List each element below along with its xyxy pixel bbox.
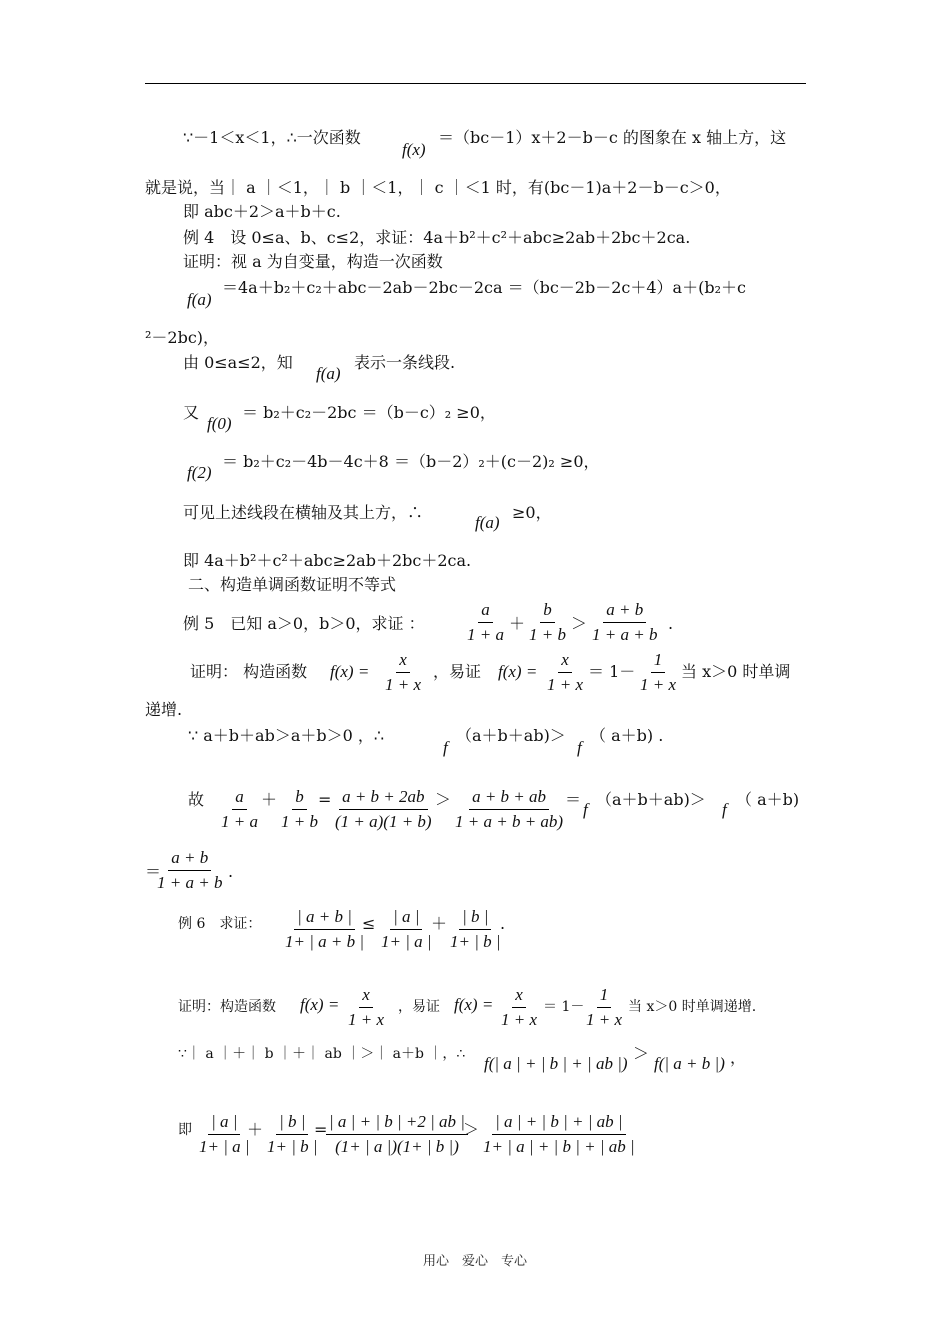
math-f: f	[577, 738, 582, 757]
greater-sign: ＞	[571, 614, 588, 633]
section-heading: 二、构造单调函数证明不等式	[188, 575, 397, 594]
math-f2: f(2)	[187, 463, 212, 482]
fraction: $\frac{| b |}{1+ | b |}$	[450, 907, 501, 951]
math-fa: f(a)	[475, 513, 500, 532]
example-5-heading: 例 5 已知 a＞0，b＞0，求证 ：	[183, 614, 425, 633]
fraction: $\frac{b}{1 + b}$	[529, 600, 566, 644]
text-line: 当 x＞0 时单调递增.	[628, 999, 757, 1015]
greater-sign: ＞	[463, 1120, 480, 1139]
text-line: ∵｜ a ｜＋｜ b ｜＋｜ ab ｜＞｜ a＋b ｜，∴	[178, 1046, 466, 1062]
math-fa: f(a)	[316, 364, 341, 383]
math-f0: f(0)	[207, 414, 232, 433]
equals-sign: =	[314, 1120, 328, 1139]
math-fa: f(a)	[187, 290, 212, 309]
text-line: ，易证	[433, 662, 482, 681]
period: .	[228, 862, 234, 881]
text-line: 故	[188, 790, 205, 809]
text-line: （ a＋b) .	[590, 726, 664, 745]
text-line: ＝ 1－	[543, 999, 585, 1015]
fraction: $\frac{x}{1 + x}$	[348, 985, 385, 1029]
page-footer: 用心 爱心 专心	[422, 1254, 527, 1269]
fraction: $\frac{a}{1 + a}$	[221, 787, 258, 831]
example-4-heading: 例 4 设 0≤a、b、c≤2，求证：4a＋b²＋c²＋abc≥2ab＋2bc＋2ca.	[183, 228, 691, 247]
period: .	[500, 914, 506, 933]
text-line: 证明：视 a 为自变量，构造一次函数	[183, 252, 443, 271]
fraction: $\frac{x}{1 + x}$	[385, 650, 422, 694]
fraction: $\frac{a + b}{1 + a + b}$	[592, 600, 658, 644]
text-line: 表示一条线段.	[354, 353, 456, 372]
fraction: $\frac{a}{1 + a}$	[467, 600, 504, 644]
math-fx: f(x) =	[300, 995, 340, 1014]
plus-sign: ＋	[247, 1120, 264, 1139]
greater-sign: ＞	[633, 1044, 650, 1063]
fraction: $\frac{| a |}{1+ | a |}$	[199, 1112, 250, 1156]
fraction: $\frac{a + b + ab}{1 + a + b + ab)}$	[455, 787, 564, 831]
fraction: $\frac{x}{1 + x}$	[547, 650, 584, 694]
text-line: ＝ 1－	[588, 662, 636, 681]
equals-sign: ＝	[145, 862, 162, 881]
math-expression: f(| a | + | b | + | ab |)	[484, 1054, 628, 1073]
text-line: （a＋b＋ab)＞	[596, 790, 706, 809]
plus-sign: ＋	[431, 914, 448, 933]
text-line: ＝ b₂＋c₂－4b－4c＋8 ＝（b－2）₂＋(c－2)₂ ≥0，	[222, 452, 600, 471]
plus-sign: ＋	[509, 614, 526, 633]
fraction: $\frac{x}{1 + x}$	[501, 985, 538, 1029]
header-rule	[145, 83, 806, 84]
text-line: ＝ b₂＋c₂－2bc ＝（b－c）₂ ≥0，	[242, 403, 496, 422]
math-fx: f(x)	[402, 140, 426, 159]
text-line: ≥0，	[512, 503, 552, 522]
text-line: （a＋b＋ab)＞	[456, 726, 566, 745]
fraction: $\frac{| a | + | b | +2 | ab |}{(1+ | a |)(1+ | b |)}$	[326, 1112, 468, 1157]
fraction: $\frac{1}{1 + x}$	[586, 985, 623, 1029]
text-line: ∵－1＜x＜1，∴一次函数	[183, 128, 361, 147]
text-line: ＝4a＋b₂＋c₂＋abc－2ab－2bc－2ca ＝（bc－2b－2c＋4）a＋(b₂＋c	[222, 278, 746, 297]
text-line: 当 x＞0 时单调	[681, 662, 791, 681]
text-line: 可见上述线段在横轴及其上方，∴	[183, 503, 424, 522]
text-line: ∵ a＋b＋ab＞a＋b＞0 ，∴	[188, 726, 385, 745]
math-fx: f(x) =	[454, 995, 494, 1014]
text-line: （ a＋b)	[736, 790, 800, 809]
text-line: 证明：构造函数	[178, 999, 276, 1015]
math-f: f	[443, 738, 448, 757]
less-equal-sign: ≤	[362, 914, 376, 933]
plus-sign: ＋	[261, 790, 278, 809]
text-line: 又	[183, 403, 200, 422]
fraction: $\frac{a + b}{1 + a + b}$	[157, 848, 223, 892]
fraction: $\frac{| a |}{1+ | a |}$	[381, 907, 432, 951]
text-line: 递增.	[145, 700, 183, 719]
text-line: ＝（bc－1）x＋2－b－c 的图象在 x 轴上方，这	[438, 128, 787, 147]
math-fx: f(x) =	[498, 662, 538, 681]
text-line: 证明： 构造函数	[190, 662, 308, 681]
fraction: $\frac{1}{1 + x}$	[640, 650, 677, 694]
example-6-heading: 例 6 求证：	[178, 916, 262, 932]
math-expression: f(| a + b |)	[654, 1054, 725, 1073]
text-line: ²－2bc)，	[145, 328, 220, 347]
greater-sign: ＞	[435, 790, 452, 809]
text-line: 即 abc＋2＞a＋b＋c.	[183, 202, 341, 221]
fraction: $\frac{| a + b |}{1+ | a + b |}$	[285, 907, 365, 951]
text-line: 即 4a＋b²＋c²＋abc≥2ab＋2bc＋2ca.	[183, 551, 472, 570]
text-line: 就是说，当｜ a ｜＜1，｜ b ｜＜1，｜ c ｜＜1 时，有(bc－1)a＋2－b－c＞0，	[145, 178, 731, 197]
text-line: ，易证	[398, 999, 440, 1015]
text-line: 由 0≤a≤2，知	[183, 353, 293, 372]
text-line: 即	[178, 1122, 192, 1138]
math-fx: f(x) =	[330, 662, 370, 681]
math-f: f	[722, 800, 727, 819]
equals-sign: =	[318, 790, 332, 809]
fraction: $\frac{a + b + 2ab}{(1 + a)(1 + b)}$	[335, 787, 432, 831]
period: .	[668, 614, 674, 633]
fraction: $\frac{b}{1 + b}$	[281, 787, 318, 831]
math-f: f	[583, 800, 588, 819]
text-line: ＝	[565, 790, 582, 809]
fraction: $\frac{| a | + | b | + | ab |}{1+ | a | + | b | + | ab |}$	[483, 1112, 635, 1156]
fraction: $\frac{| b |}{1+ | b |}$	[267, 1112, 318, 1156]
comma: ，	[730, 1048, 747, 1067]
